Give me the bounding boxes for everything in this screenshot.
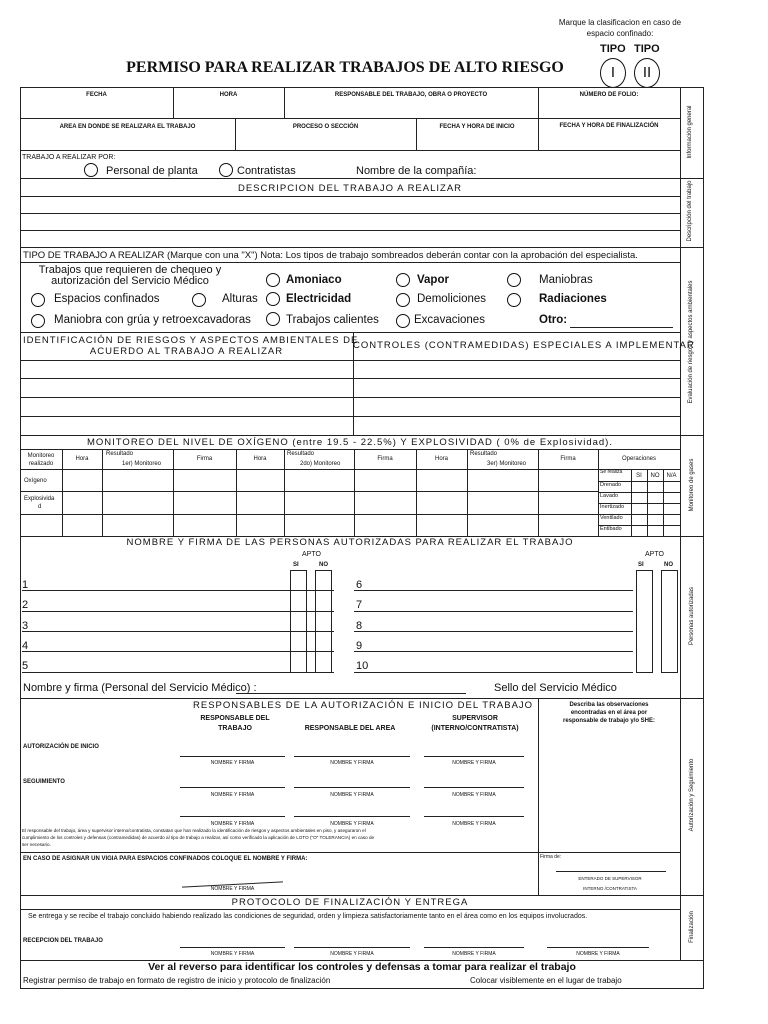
alturas-label: Alturas	[222, 293, 258, 305]
op-na: N/A	[666, 473, 677, 479]
registrar-note: Registrar permiso de trabajo en formato de registro de inicio y protocolo de finalización	[23, 976, 331, 985]
mon-realizado-2: realizado	[28, 461, 54, 467]
sig-inicio-3[interactable]	[424, 756, 524, 757]
sig-inicio-2-label: NOMBRE Y FIRMA	[330, 760, 374, 766]
riesgos-right-title: CONTROLES (CONTRAMEDIDAS) ESPECIALES A IMPLEMENTAR	[353, 340, 695, 351]
mon-res2-2: 2do) Monitoreo	[300, 461, 341, 467]
apto-si-right[interactable]	[636, 570, 653, 673]
persona-line-9[interactable]	[354, 651, 633, 652]
riesgos-left-line1: IDENTIFICACIÓN DE RIESGOS Y ASPECTOS AMBIENTALES DE	[23, 335, 359, 346]
mon-explosividad-2: d	[38, 504, 42, 510]
rec-sig-1[interactable]	[180, 947, 285, 948]
apto-left-no: NO	[319, 562, 328, 568]
sig-seg2-3[interactable]	[424, 816, 524, 817]
mon-res2-1: Resultado	[287, 451, 315, 457]
sidebar-divider	[680, 87, 681, 960]
sig-seg1-1-label: NOMBRE Y FIRMA	[210, 792, 255, 798]
finalizacion-title: PROTOCOLO DE FINALIZACIÓN Y ENTREGA	[231, 897, 469, 908]
tipo-trabajo-heading: TIPO DE TRABAJO A REALIZAR (Marque con una "X") Nota: Los tipos de trabajo sombreados deberán contar con la aprobación del especialista.	[23, 250, 638, 261]
grua-label: Maniobra con grúa y retroexcavadoras	[54, 314, 251, 326]
reverso-note: Ver al reverso para identificar los controles y defensas a tomar para realizar el trabajo	[148, 961, 576, 973]
autorizacion-title: RESPONSABLES DE LA AUTORIZACIÓN E INICIO DEL TRABAJO	[193, 700, 534, 711]
persona-num-10: 10	[356, 660, 369, 672]
confinado-note-line1: Marque la clasificacion en caso de	[558, 18, 682, 27]
personas-title: NOMBRE Y FIRMA DE LAS PERSONAS AUTORIZADAS PARA REALIZAR EL TRABAJO	[126, 537, 574, 548]
amoniaco-radio[interactable]	[266, 273, 280, 287]
mon-hora-1: Hora	[75, 456, 89, 462]
apto-si-left[interactable]	[290, 570, 307, 673]
autorizacion-inicio-label: AUTORIZACIÓN DE INICIO	[23, 744, 99, 750]
sig-inicio-2[interactable]	[294, 756, 410, 757]
personal-planta-radio[interactable]	[84, 163, 98, 177]
legal-line3: ser necesario.	[22, 842, 51, 847]
sig-seg2-3-label: NOMBRE Y FIRMA	[452, 821, 496, 827]
responsable-label: RESPONSABLE DEL TRABAJO, OBRA O PROYECTO	[334, 92, 488, 98]
op-no: NO	[650, 473, 660, 479]
rec-sig-2-label: NOMBRE Y FIRMA	[330, 951, 374, 957]
persona-num-4: 4	[22, 640, 29, 652]
op-si: SI	[636, 473, 642, 479]
radiaciones-label: Radiaciones	[539, 293, 607, 305]
sig-seg2-2[interactable]	[294, 816, 410, 817]
persona-line-3[interactable]	[22, 631, 334, 632]
observ-line1: Describa las observaciones	[569, 702, 649, 708]
persona-num-1: 1	[22, 579, 29, 591]
rec-sig-3[interactable]	[424, 947, 524, 948]
mon-res1-2: 1er) Monitoreo	[122, 461, 162, 467]
sig-inicio-1[interactable]	[180, 756, 285, 757]
sig-seg1-2-label: NOMBRE Y FIRMA	[330, 792, 374, 798]
persona-line-6[interactable]	[354, 590, 633, 591]
vigia-label: EN CASO DE ASIGNAR UN VIGIA PARA ESPACIOS CONFINADOS COLOQUE EL NOMBRE Y FIRMA:	[23, 856, 308, 862]
side-autorizacion: Autorización y Seguimiento	[689, 758, 695, 832]
amoniaco-label: Amoniaco	[286, 274, 342, 286]
sig-seg1-3-label: NOMBRE Y FIRMA	[452, 792, 496, 798]
contratistas-radio[interactable]	[219, 163, 233, 177]
side-personas: Personas autorizadas	[689, 586, 695, 646]
tipo-label-2: TIPO	[634, 43, 660, 55]
side-evaluacion: Evaluación de riesgos y aspectos ambientales	[688, 280, 694, 404]
mon-explosividad-1: Explosivida	[24, 496, 55, 502]
mon-operaciones: Operaciones	[621, 456, 657, 462]
mon-oxigeno: Oxígeno	[24, 478, 47, 484]
op-entibado: Entibado	[600, 526, 622, 532]
mon-firma-1: Firma	[196, 456, 213, 462]
persona-line-4[interactable]	[22, 651, 334, 652]
calientes-label: Trabajos calientes	[286, 314, 379, 326]
col-resp-trabajo-2: TRABAJO	[218, 725, 252, 732]
rec-sig-4[interactable]	[547, 947, 649, 948]
side-info-general: Información general	[687, 105, 693, 159]
apto-right-no: NO	[664, 562, 673, 568]
apto-no-left[interactable]	[315, 570, 332, 673]
recepcion-label: RECEPCION DEL TRABAJO	[23, 938, 103, 944]
persona-line-5[interactable]	[22, 672, 334, 673]
persona-line-8[interactable]	[354, 631, 633, 632]
rec-sig-2[interactable]	[294, 947, 410, 948]
hora-label: HORA	[219, 92, 238, 98]
maniobras-label: Maniobras	[539, 274, 593, 286]
persona-num-2: 2	[22, 599, 29, 611]
mon-res3-2: 3er) Monitoreo	[487, 461, 527, 467]
persona-num-9: 9	[356, 640, 363, 652]
confinado-note-line2: espacio confinado:	[586, 29, 654, 38]
mon-hora-2: Hora	[253, 456, 267, 462]
tipo-1-checkbox[interactable]: I	[600, 58, 626, 88]
trabajo-por-label: TRABAJO A REALIZAR POR:	[22, 154, 116, 161]
excavaciones-label: Excavaciones	[414, 314, 485, 326]
fecha-label: FECHA	[86, 92, 107, 98]
electricidad-label: Electricidad	[286, 293, 352, 305]
apto-left-si: SI	[293, 562, 299, 568]
area-label: AREA EN DONDE SE REALIZARA EL TRABAJO	[59, 124, 196, 130]
mon-res3-1: Resultado	[470, 451, 498, 457]
descripcion-title: DESCRIPCION DEL TRABAJO A REALIZAR	[237, 183, 463, 194]
otro-input[interactable]	[570, 327, 673, 328]
persona-line-7[interactable]	[354, 611, 633, 612]
interno-label: INTERNO /CONTRATISTA	[583, 886, 637, 891]
rec-sig-1-label: NOMBRE Y FIRMA	[210, 951, 255, 957]
mon-res1-1: Resultado	[106, 451, 134, 457]
colocar-note: Colocar visiblemente en el lugar de trabajo	[470, 976, 622, 985]
contratistas-label: Contratistas	[237, 165, 296, 177]
riesgos-left-line2: ACUERDO AL TRABAJO A REALIZAR	[89, 346, 284, 357]
persona-line-10[interactable]	[354, 672, 633, 673]
rec-sig-4-label: NOMBRE Y FIRMA	[576, 951, 620, 957]
mon-hora-3: Hora	[434, 456, 448, 462]
espacios-radio[interactable]	[31, 293, 45, 307]
op-realiza: Se realiza	[600, 469, 623, 475]
proceso-label: PROCESO O SECCIÓN	[292, 124, 359, 130]
op-lavado: Lavado	[600, 493, 619, 499]
persona-num-3: 3	[22, 620, 29, 632]
vigia-signature-label: NOMBRE Y FIRMA	[210, 886, 255, 892]
mon-firma-3: Firma	[560, 456, 576, 462]
op-inertizado: Inertizado	[600, 504, 625, 510]
electricidad-radio[interactable]	[266, 292, 280, 306]
sig-seg2-2-label: NOMBRE Y FIRMA	[330, 821, 374, 827]
folio-label: NÚMERO DE FOLIO:	[579, 92, 639, 98]
side-finalizacion: Finalización	[689, 911, 695, 943]
chequeo-line1: Trabajos que requieren de chequeo y	[38, 264, 222, 276]
apto-right: APTO	[645, 551, 664, 558]
maniobras-radio[interactable]	[507, 273, 521, 287]
page-title: PERMISO PARA REALIZAR TRABAJOS DE ALTO RIESGO	[126, 59, 564, 76]
sig-seg1-1[interactable]	[180, 787, 285, 788]
espacios-label: Espacios confinados	[54, 293, 160, 305]
sig-seg1-2[interactable]	[294, 787, 410, 788]
seguimiento-label: SEGUIMIENTO	[23, 779, 65, 785]
persona-num-8: 8	[356, 620, 363, 632]
sig-inicio-3-label: NOMBRE Y FIRMA	[452, 760, 496, 766]
persona-num-6: 6	[356, 579, 363, 591]
firma-de-label: Firma de:	[540, 854, 562, 860]
tipo-label-1: TIPO	[600, 43, 626, 55]
col-resp-area: RESPONSABLE DEL AREA	[304, 725, 396, 732]
personal-planta-label: Personal de planta	[106, 165, 198, 177]
firma-de-line[interactable]	[556, 871, 666, 872]
medico-line[interactable]	[236, 693, 466, 694]
op-ventilado: Ventilado	[600, 515, 623, 521]
fecha-fin-label: FECHA Y HORA DE FINALIZACIÓN	[559, 123, 659, 129]
fecha-inicio-label: FECHA Y HORA DE INICIO	[439, 124, 515, 130]
legal-line2: cumplimiento de los controles y defensas (contramedidas) de acuerdo al tipo de trabajo a realizar, así como verificado la aplicación de LOTO ("O" TOLERANCIA) en caso de	[22, 835, 375, 840]
tipo-2-checkbox[interactable]: II	[634, 58, 660, 88]
col-supervisor-1: SUPERVISOR	[452, 715, 498, 722]
observ-line2: encontradas en el área por	[570, 710, 648, 716]
mon-realizado-1: Monitoreo	[27, 453, 55, 459]
side-monitoreo: Monitoreo de gases	[689, 458, 695, 512]
otro-label: Otro:	[539, 314, 568, 326]
demoliciones-label: Demoliciones	[417, 293, 487, 305]
vapor-radio[interactable]	[396, 273, 410, 287]
side-descripcion: Descripción del trabajo	[687, 180, 693, 242]
calientes-radio[interactable]	[266, 312, 280, 326]
demoliciones-radio[interactable]	[396, 293, 410, 307]
excavaciones-radio[interactable]	[396, 314, 410, 328]
observ-line3: responsable de trabajo y/o SHE:	[562, 718, 656, 724]
sig-seg2-1-label: NOMBRE Y FIRMA	[210, 821, 255, 827]
persona-line-2[interactable]	[22, 611, 334, 612]
finalizacion-text: Se entrega y se recibe el trabajo concluido habiendo realizado las condiciones de seguridad, orden y limpieza satisfactoriamente tanto en el área como en los equipos involucrados.	[28, 913, 588, 920]
sig-inicio-1-label: NOMBRE Y FIRMA	[210, 760, 255, 766]
rec-sig-3-label: NOMBRE Y FIRMA	[452, 951, 496, 957]
op-drenado: Drenado	[600, 482, 622, 488]
alturas-radio[interactable]	[192, 293, 206, 307]
mon-firma-2: Firma	[377, 456, 393, 462]
vapor-label: Vapor	[417, 274, 449, 286]
apto-right-si: SI	[638, 562, 644, 568]
persona-num-5: 5	[22, 660, 29, 672]
sig-seg2-1[interactable]	[180, 816, 285, 817]
legal-line1: El responsable del trabajo, área y supervisor interno/contratista, constatan que han realizado la identificación de riesgos y aspectos ambientales en piso, y aseguraron el	[22, 828, 366, 833]
sello-label: Sello del Servicio Médico	[494, 682, 617, 694]
persona-num-7: 7	[356, 599, 363, 611]
persona-line-1[interactable]	[22, 590, 334, 591]
monitoreo-title: MONITOREO DEL NIVEL DE OXÍGENO (entre 19.5 - 22.5%) Y EXPLOSIVIDAD ( 0% de Explosividad).	[87, 437, 613, 448]
col-supervisor-2: (INTERNO/CONTRATISTA)	[431, 725, 519, 732]
col-resp-trabajo-1: RESPONSABLE DEL	[200, 715, 270, 722]
compania-label: Nombre de la compañía:	[356, 165, 477, 177]
chequeo-line2: autorización del Servicio Médico	[51, 275, 209, 287]
grua-radio[interactable]	[31, 314, 45, 328]
radiaciones-radio[interactable]	[507, 293, 521, 307]
enterado-label: ENTERADO DE SUPERVISOR	[578, 876, 642, 881]
sig-seg1-3[interactable]	[424, 787, 524, 788]
apto-left: APTO	[302, 551, 321, 558]
apto-no-right[interactable]	[661, 570, 678, 673]
medico-label: Nombre y firma (Personal del Servicio Médico) :	[23, 682, 257, 694]
